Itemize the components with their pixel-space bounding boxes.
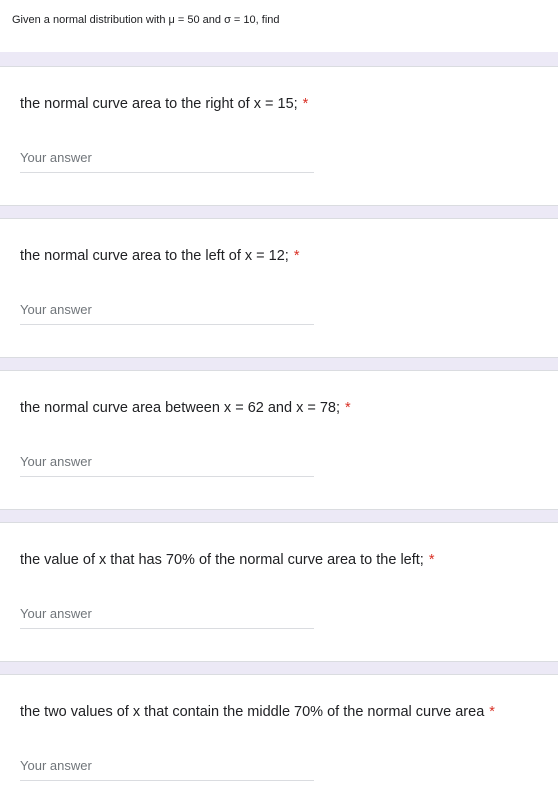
question-label-1 [20, 96, 308, 112]
question-text-2: the normal curve area to the left of x = 12; [20, 248, 289, 264]
question-text-1: the normal curve area to the right of x = 15; [20, 96, 298, 112]
answer-input-4[interactable]: Your answer [20, 606, 314, 629]
section-gap [0, 52, 558, 66]
question-label-5 [20, 704, 495, 720]
question-label-4 [20, 552, 434, 568]
form-header [0, 0, 558, 52]
question-card-1 [0, 66, 558, 206]
question-label-2 [20, 248, 299, 264]
answer-input-1[interactable]: Your answer [20, 150, 314, 173]
section-gap [0, 206, 558, 218]
section-gap [0, 358, 558, 370]
question-card-3 [0, 370, 558, 510]
required-asterisk-5: * [489, 704, 495, 720]
answer-input-2[interactable]: Your answer [20, 302, 314, 325]
question-text-4: the value of x that has 70% of the normal curve area to the left; [20, 552, 424, 568]
required-asterisk-1: * [302, 96, 309, 112]
question-card-2 [0, 218, 558, 358]
question-label-3 [20, 400, 351, 416]
section-gap [0, 662, 558, 674]
question-card-4 [0, 522, 558, 662]
required-asterisk-2: * [293, 248, 300, 264]
answer-input-5[interactable]: Your answer [20, 758, 314, 781]
answer-input-3[interactable]: Your answer [20, 454, 314, 477]
required-asterisk-4: * [428, 552, 435, 568]
question-text-3: the normal curve area between x = 62 and x = 78; [20, 400, 341, 416]
form-description: Given a normal distribution with μ = 50 and σ = 10, find [12, 14, 280, 26]
section-gap [0, 510, 558, 522]
question-text-5: the two values of x that contain the middle 70% of the normal curve area [20, 704, 485, 720]
required-asterisk-3: * [345, 400, 351, 416]
question-card-5 [0, 674, 558, 798]
